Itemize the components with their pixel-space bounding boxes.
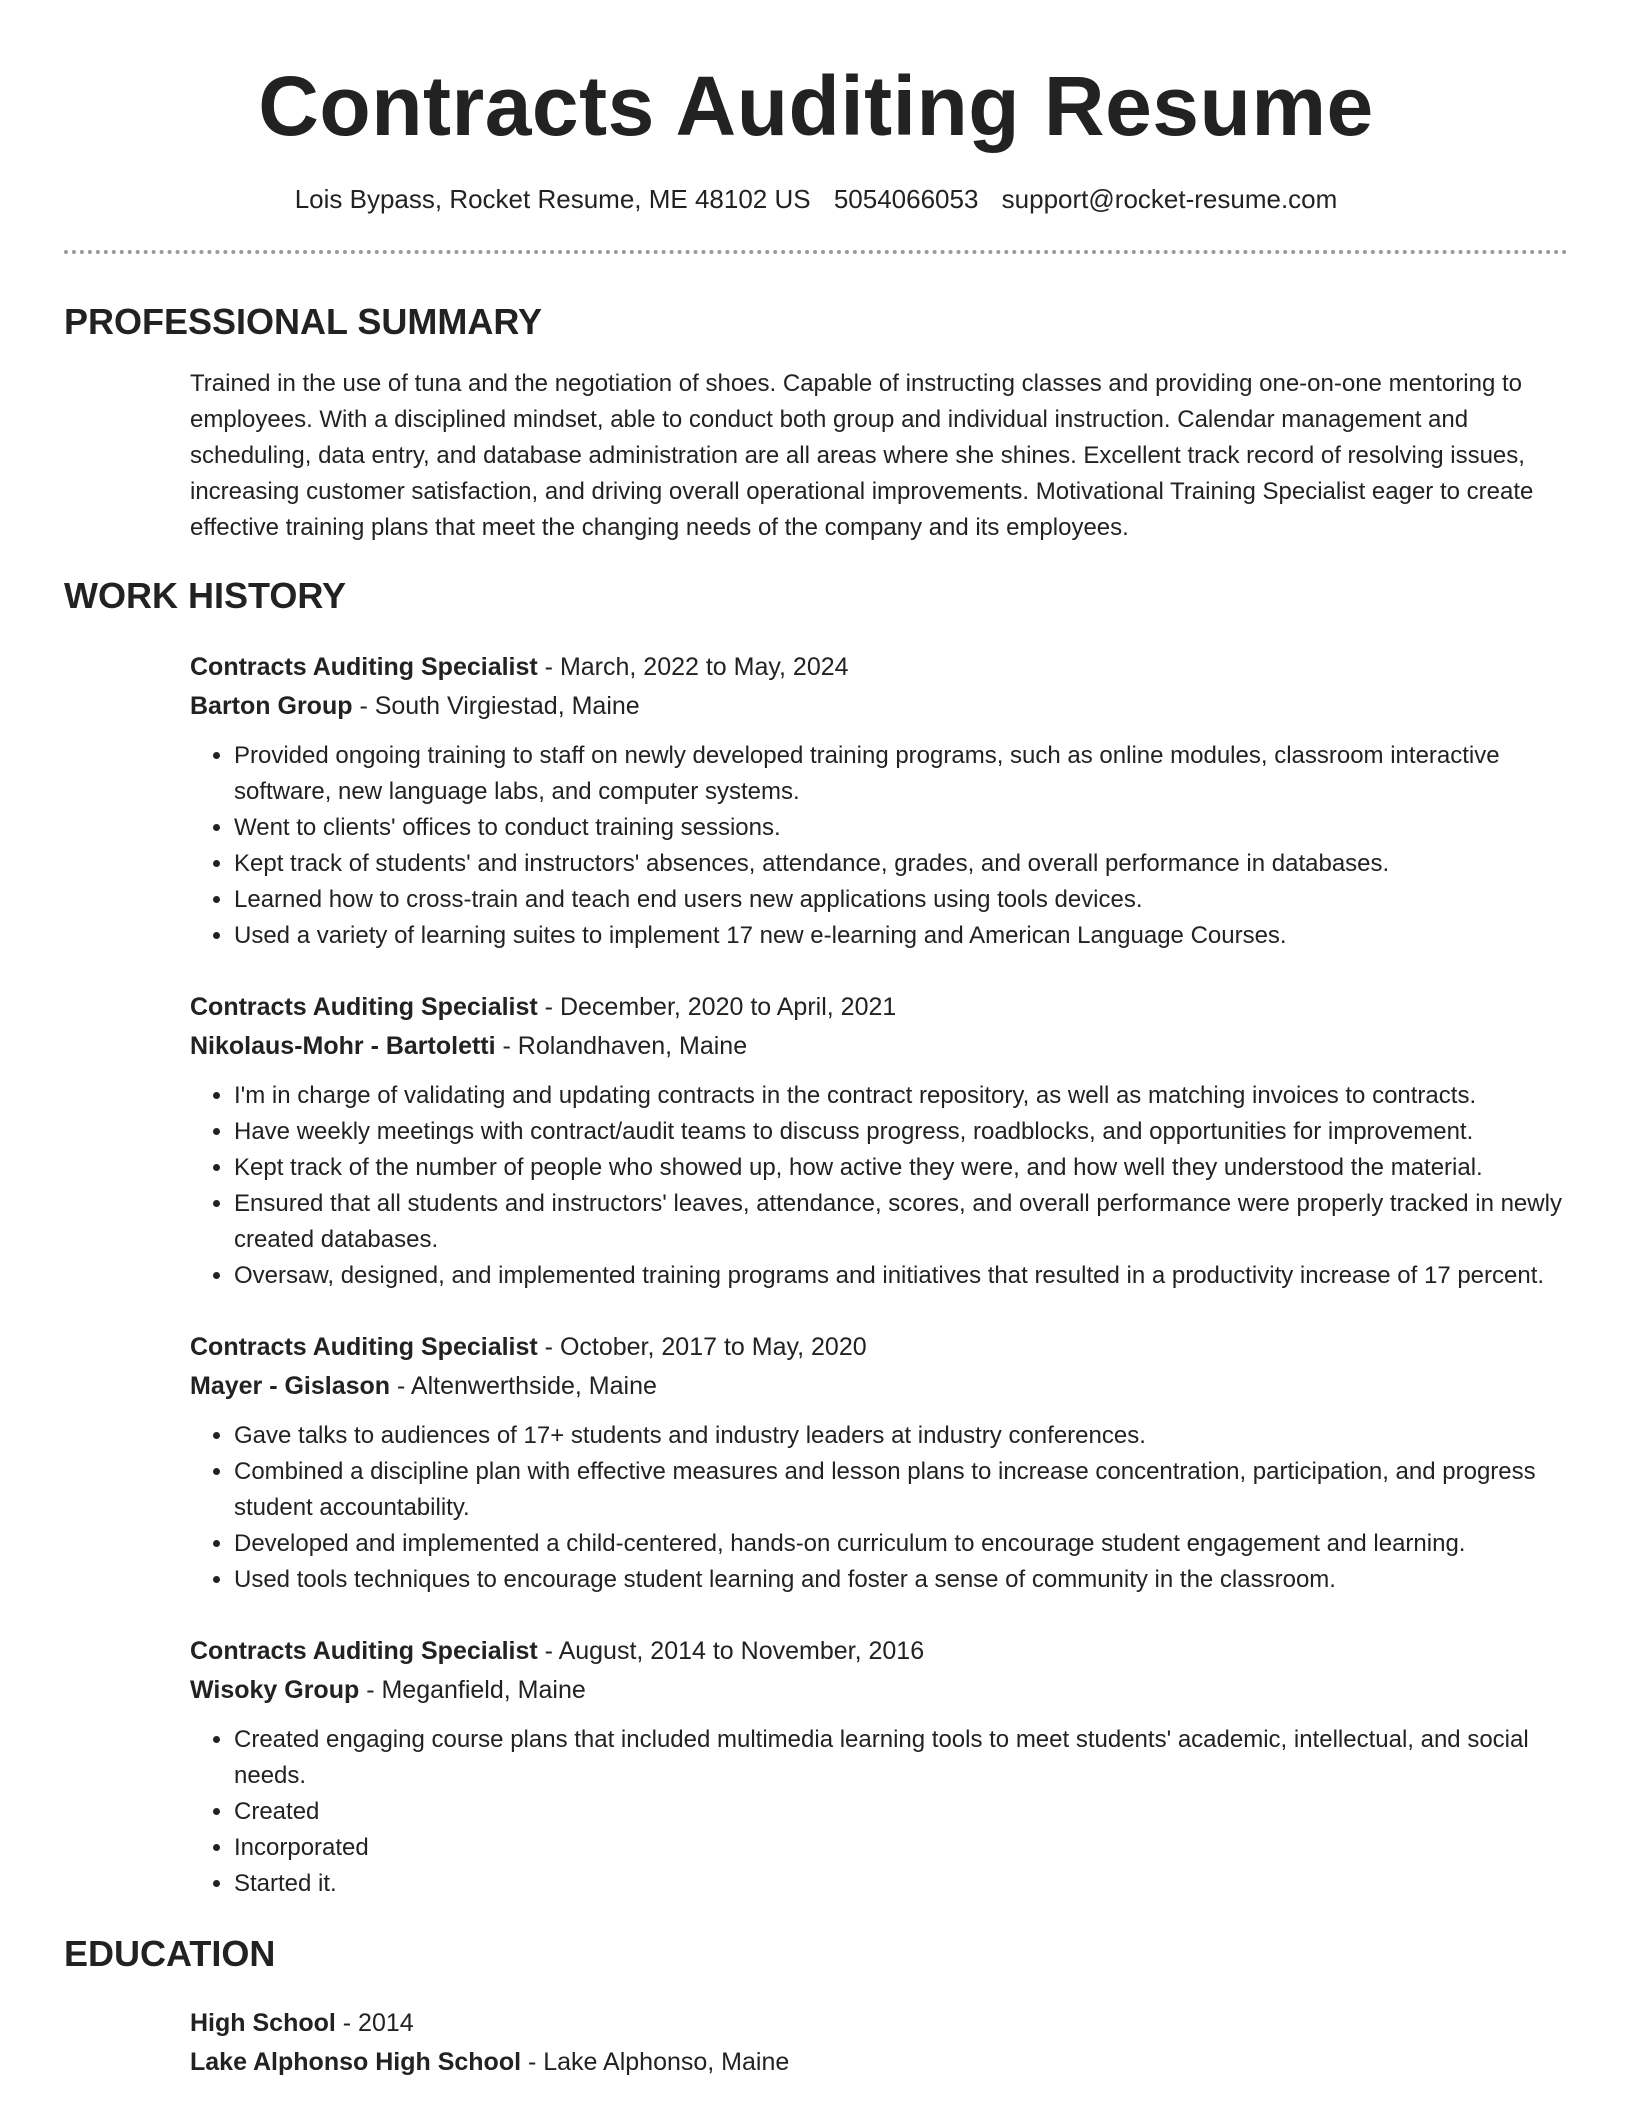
job-title-line (190, 1632, 1568, 1671)
contact-line (0, 182, 1632, 216)
job-dates: - October, 2017 to May, 2020 (537, 1333, 867, 1361)
job-title-line (190, 1328, 1568, 1367)
job-entry (190, 988, 1568, 1294)
education-degree-line (190, 2004, 1568, 2043)
job-bullet: • Incorporated (234, 1830, 1568, 1866)
job-location: - Rolandhaven, Maine (495, 1032, 748, 1060)
job-company-line (190, 1367, 1568, 1406)
job-bullet: • Created (234, 1794, 1568, 1830)
job-dates: - March, 2022 to May, 2024 (537, 653, 849, 681)
job-bullets (190, 1418, 1568, 1598)
job-company-line (190, 1027, 1568, 1066)
job-company: Nikolaus-Mohr - Bartoletti (190, 1032, 496, 1060)
job-entry (190, 1328, 1568, 1598)
job-bullet: • Ensured that all students and instructors' leaves, attendance, scores, and overall performance were properly tracked in newly created databases. (234, 1186, 1568, 1258)
education-school-line (190, 2043, 1568, 2082)
job-company-line (190, 687, 1568, 726)
summary-heading: PROFESSIONAL SUMMARY (64, 301, 543, 342)
job-bullets (190, 738, 1568, 954)
job-bullet: • Kept track of students' and instructors' absences, attendance, grades, and overall performance in databases. (234, 846, 1568, 882)
job-company: Barton Group (190, 692, 353, 720)
job-entry (190, 1632, 1568, 1902)
job-dates: - August, 2014 to November, 2016 (537, 1637, 925, 1665)
education-location: - Lake Alphonso, Maine (521, 2048, 790, 2076)
job-title-line (190, 988, 1568, 1027)
education-entry (190, 2004, 1568, 2082)
job-location: - Meganfield, Maine (359, 1676, 586, 1704)
job-title: Contracts Auditing Specialist (190, 1637, 538, 1665)
job-bullet: • Oversaw, designed, and implemented training programs and initiatives that resulted in a productivity increase of 17 percent. (234, 1258, 1568, 1294)
job-title: Contracts Auditing Specialist (190, 993, 538, 1021)
education-heading: EDUCATION (64, 1933, 276, 1974)
job-bullet: • Have weekly meetings with contract/audit teams to discuss progress, roadblocks, and opportunities for improvement. (234, 1114, 1568, 1150)
contact-phone: 5054066053 (833, 184, 979, 214)
job-bullet: • Combined a discipline plan with effective measures and lesson plans to increase concentration, participation, and progress student accountability. (234, 1454, 1568, 1526)
job-bullet: • I'm in charge of validating and updating contracts in the contract repository, as well as matching invoices to contracts. (234, 1078, 1568, 1114)
job-title-line (190, 648, 1568, 687)
job-company: Wisoky Group (190, 1676, 360, 1704)
job-bullets (190, 1722, 1568, 1902)
job-dates: - December, 2020 to April, 2021 (537, 993, 897, 1021)
work-history-heading: WORK HISTORY (64, 575, 347, 616)
job-bullet: • Learned how to cross-train and teach end users new applications using tools devices. (234, 882, 1568, 918)
job-company: Mayer - Gislason (190, 1372, 391, 1400)
resume-title: Contracts Auditing Resume (258, 59, 1374, 153)
header-divider (64, 250, 1568, 254)
contact-address: Lois Bypass, Rocket Resume, ME 48102 US (294, 184, 811, 214)
education-degree: High School (190, 2009, 336, 2037)
job-bullet: • Provided ongoing training to staff on newly developed training programs, such as online modules, classroom interactive software, new language labs, and computer systems. (234, 738, 1568, 810)
job-entry (190, 648, 1568, 954)
job-title: Contracts Auditing Specialist (190, 653, 538, 681)
job-bullets (190, 1078, 1568, 1294)
job-company-line (190, 1671, 1568, 1710)
job-bullet: • Used tools techniques to encourage student learning and foster a sense of community in the classroom. (234, 1562, 1568, 1598)
summary-text: Trained in the use of tuna and the negotiation of shoes. Capable of instructing classes and providing one-on-one mentoring to employees. With a disciplined mindset, able to conduct both group and individual instruction. Calendar management and scheduling, data entry, and database administration are all areas where she shines. Excellent track record of resolving issues, increasing customer satisfaction, and driving overall operational improvements. Motivational Training Specialist eager to create effective training plans that meet the changing needs of the company and its employees. (190, 370, 1534, 541)
job-bullet: • Kept track of the number of people who showed up, how active they were, and how well they understood the material. (234, 1150, 1568, 1186)
education-school: Lake Alphonso High School (190, 2048, 522, 2076)
education-year: - 2014 (335, 2009, 414, 2037)
job-bullet: • Went to clients' offices to conduct training sessions. (234, 810, 1568, 846)
job-bullet: • Used a variety of learning suites to implement 17 new e-learning and American Language Courses. (234, 918, 1568, 954)
job-bullet: • Created engaging course plans that included multimedia learning tools to meet students' academic, intellectual, and social needs. (234, 1722, 1568, 1794)
job-location: - South Virgiestad, Maine (352, 692, 640, 720)
job-bullet: • Started it. (234, 1866, 1568, 1902)
job-title: Contracts Auditing Specialist (190, 1333, 538, 1361)
job-bullet: • Developed and implemented a child-centered, hands-on curriculum to encourage student engagement and learning. (234, 1526, 1568, 1562)
contact-email: support@rocket-resume.com (1001, 184, 1338, 214)
job-bullet: • Gave talks to audiences of 17+ students and industry leaders at industry conferences. (234, 1418, 1568, 1454)
job-location: - Altenwerthside, Maine (390, 1372, 657, 1400)
